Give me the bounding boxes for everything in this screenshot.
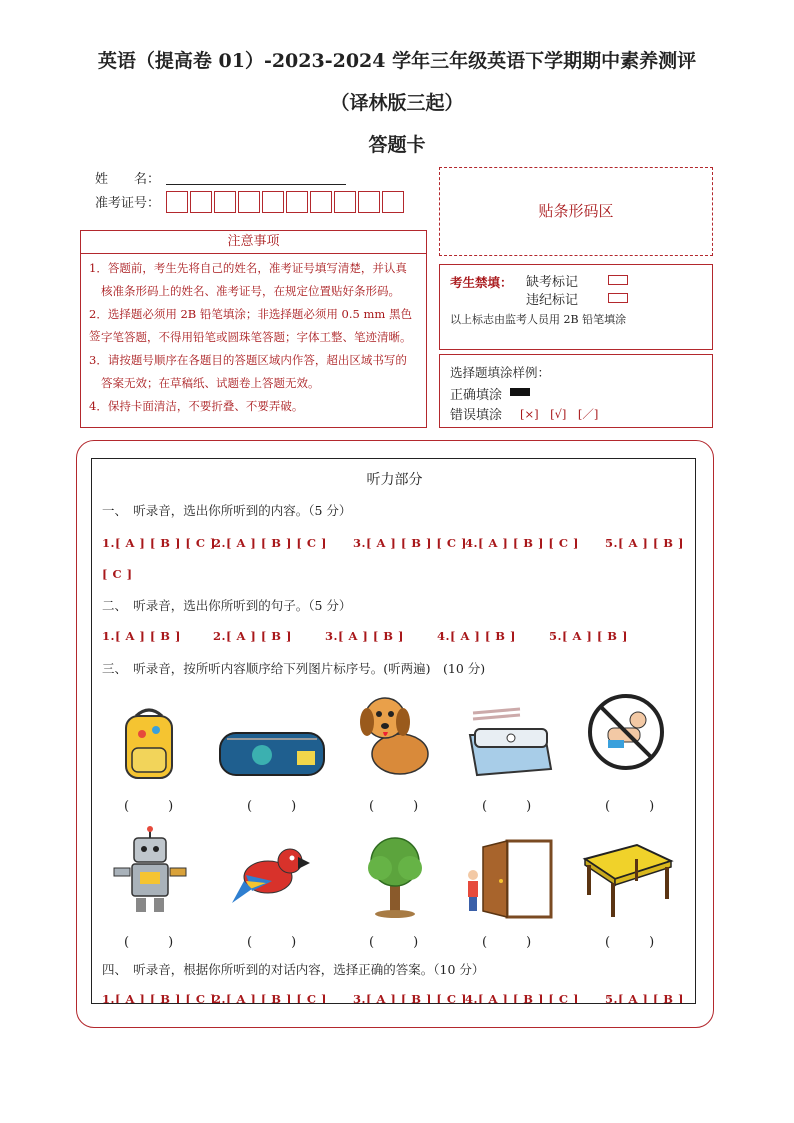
page-title: 英语（提高卷 01）-2023-2024 学年三年级英语下学期期中素养测评 bbox=[97, 50, 697, 72]
picture-3-answer[interactable]: ( ) bbox=[369, 799, 419, 814]
id-box[interactable] bbox=[214, 191, 236, 213]
note-line: 答案无效；在草稿纸、试题卷上答题无效。 bbox=[101, 376, 320, 390]
question-2-heading: 二、 听录音，选出你所听到的句子。（5 分） bbox=[102, 598, 352, 613]
q4-item-3[interactable]: 3.[ A ] [ B ] [ C ] bbox=[353, 992, 467, 1004]
picture-9-answer[interactable]: ( ) bbox=[482, 935, 532, 950]
absent-mark-box[interactable] bbox=[608, 275, 628, 285]
picture-7-answer[interactable]: ( ) bbox=[247, 935, 297, 950]
section-title: 听力部分 bbox=[366, 472, 423, 488]
name-field[interactable] bbox=[166, 184, 346, 185]
q1-item-1[interactable]: 1.[ A ] [ B ] [ C ] bbox=[102, 536, 216, 550]
filled-mark-sample bbox=[510, 388, 530, 396]
q2-item-1[interactable]: 1.[ A ] [ B ] bbox=[102, 629, 181, 643]
name-label: 姓 名： bbox=[95, 172, 161, 187]
picture-1-answer[interactable]: ( ) bbox=[124, 799, 174, 814]
door-picture bbox=[463, 837, 559, 921]
parrot-picture bbox=[232, 841, 314, 911]
id-box[interactable] bbox=[262, 191, 284, 213]
q1-item-5[interactable]: 5.[ A ] [ B ] bbox=[605, 536, 684, 550]
backpack-picture bbox=[114, 704, 184, 784]
note-line: 1．答题前，考生先将自己的姓名，准考证号填写清楚，并认真 bbox=[89, 261, 407, 275]
id-box[interactable] bbox=[190, 191, 212, 213]
note-line: 核准条形码上的姓名、准考证号，在规定位置贴好条形码。 bbox=[101, 284, 400, 298]
q1-item-3[interactable]: 3.[ A ] [ B ] [ C ] bbox=[353, 536, 467, 550]
correct-label: 正确填涂 bbox=[450, 388, 503, 403]
forbid-note: 以上标志由监考人员用 2B 铅笔填涂 bbox=[450, 313, 627, 326]
pencil-case-picture bbox=[217, 727, 327, 781]
note-line: 字笔答题，不得用铅笔或圆珠笔答题；字体工整、笔迹清晰。 bbox=[101, 330, 412, 344]
id-box[interactable] bbox=[286, 191, 308, 213]
q2-item-4[interactable]: 4.[ A ] [ B ] bbox=[437, 629, 516, 643]
q4-item-4[interactable]: 4.[ A ] [ B ] [ C ] bbox=[465, 992, 579, 1004]
page-subtitle: （译林版三起） bbox=[330, 92, 464, 114]
listening-section bbox=[91, 458, 696, 1004]
id-box[interactable] bbox=[382, 191, 404, 213]
note-line: 3．请按题号顺序在各题目的答题区域内作答，超出区域书写的 bbox=[89, 353, 407, 367]
picture-8-answer[interactable]: ( ) bbox=[369, 935, 419, 950]
picture-10-answer[interactable]: ( ) bbox=[605, 935, 655, 950]
q1-item-4[interactable]: 4.[ A ] [ B ] [ C ] bbox=[465, 536, 579, 550]
note-line: 2．选择题必须用 2B 铅笔填涂；非选择题必须用 0.5 mm 黑色签 bbox=[89, 307, 412, 343]
id-box[interactable] bbox=[166, 191, 188, 213]
forbid-box bbox=[439, 264, 713, 350]
forbid-label: 考生禁填： bbox=[450, 275, 513, 290]
violation-label: 违纪标记 bbox=[526, 293, 579, 308]
q4-item-2[interactable]: 2.[ A ] [ B ] [ C ] bbox=[213, 992, 327, 1004]
robot-picture bbox=[106, 826, 192, 916]
sample-box bbox=[439, 354, 713, 428]
picture-6-answer[interactable]: ( ) bbox=[124, 935, 174, 950]
absent-label: 缺考标记 bbox=[526, 275, 579, 290]
barcode-area bbox=[439, 167, 713, 256]
sample-title: 选择题填涂样例： bbox=[450, 365, 551, 380]
lunch-box-picture bbox=[465, 705, 555, 781]
id-box[interactable] bbox=[310, 191, 332, 213]
tree-picture bbox=[360, 834, 430, 920]
q2-item-5[interactable]: 5.[ A ] [ B ] bbox=[549, 629, 628, 643]
note-line: 4．保持卡面清洁，不要折叠、不要弄破。 bbox=[89, 399, 304, 413]
q2-item-2[interactable]: 2.[ A ] [ B ] bbox=[213, 629, 292, 643]
q4-item-5[interactable]: 5.[ A ] [ B ] bbox=[605, 992, 684, 1004]
id-label: 准考证号： bbox=[95, 196, 161, 211]
id-boxes[interactable] bbox=[166, 191, 416, 215]
q1-item-2[interactable]: 2.[ A ] [ B ] [ C ] bbox=[213, 536, 327, 550]
answer-card-title: 答题卡 bbox=[368, 134, 426, 156]
q2-item-3[interactable]: 3.[ A ] [ B ] bbox=[325, 629, 404, 643]
wrong-marks: [×] [√] [／] bbox=[520, 407, 599, 421]
table-picture bbox=[579, 839, 675, 921]
no-swimming-sign-picture bbox=[586, 692, 666, 772]
question-3-heading: 三、 听录音，按所听内容顺序给下列图片标序号。(听两遍) (10 分) bbox=[102, 661, 486, 676]
id-box[interactable] bbox=[358, 191, 380, 213]
notes-box bbox=[80, 230, 427, 428]
notes-title: 注意事项 bbox=[81, 231, 426, 254]
q1-item-5-option-c[interactable]: [ C ] bbox=[102, 567, 133, 581]
picture-5-answer[interactable]: ( ) bbox=[605, 799, 655, 814]
dog-picture bbox=[355, 692, 435, 780]
id-box[interactable] bbox=[334, 191, 356, 213]
id-box[interactable] bbox=[238, 191, 260, 213]
question-1-heading: 一、 听录音，选出你所听到的内容。（5 分） bbox=[102, 503, 352, 518]
violation-mark-box[interactable] bbox=[608, 293, 628, 303]
wrong-label: 错误填涂 bbox=[450, 408, 503, 423]
q4-item-1[interactable]: 1.[ A ] [ B ] [ C ] bbox=[102, 992, 216, 1004]
question-4-heading: 四、 听录音，根据你所听到的对话内容，选择正确的答案。（10 分） bbox=[102, 962, 485, 977]
picture-4-answer[interactable]: ( ) bbox=[482, 799, 532, 814]
barcode-label: 贴条形码区 bbox=[538, 202, 614, 220]
picture-2-answer[interactable]: ( ) bbox=[247, 799, 297, 814]
